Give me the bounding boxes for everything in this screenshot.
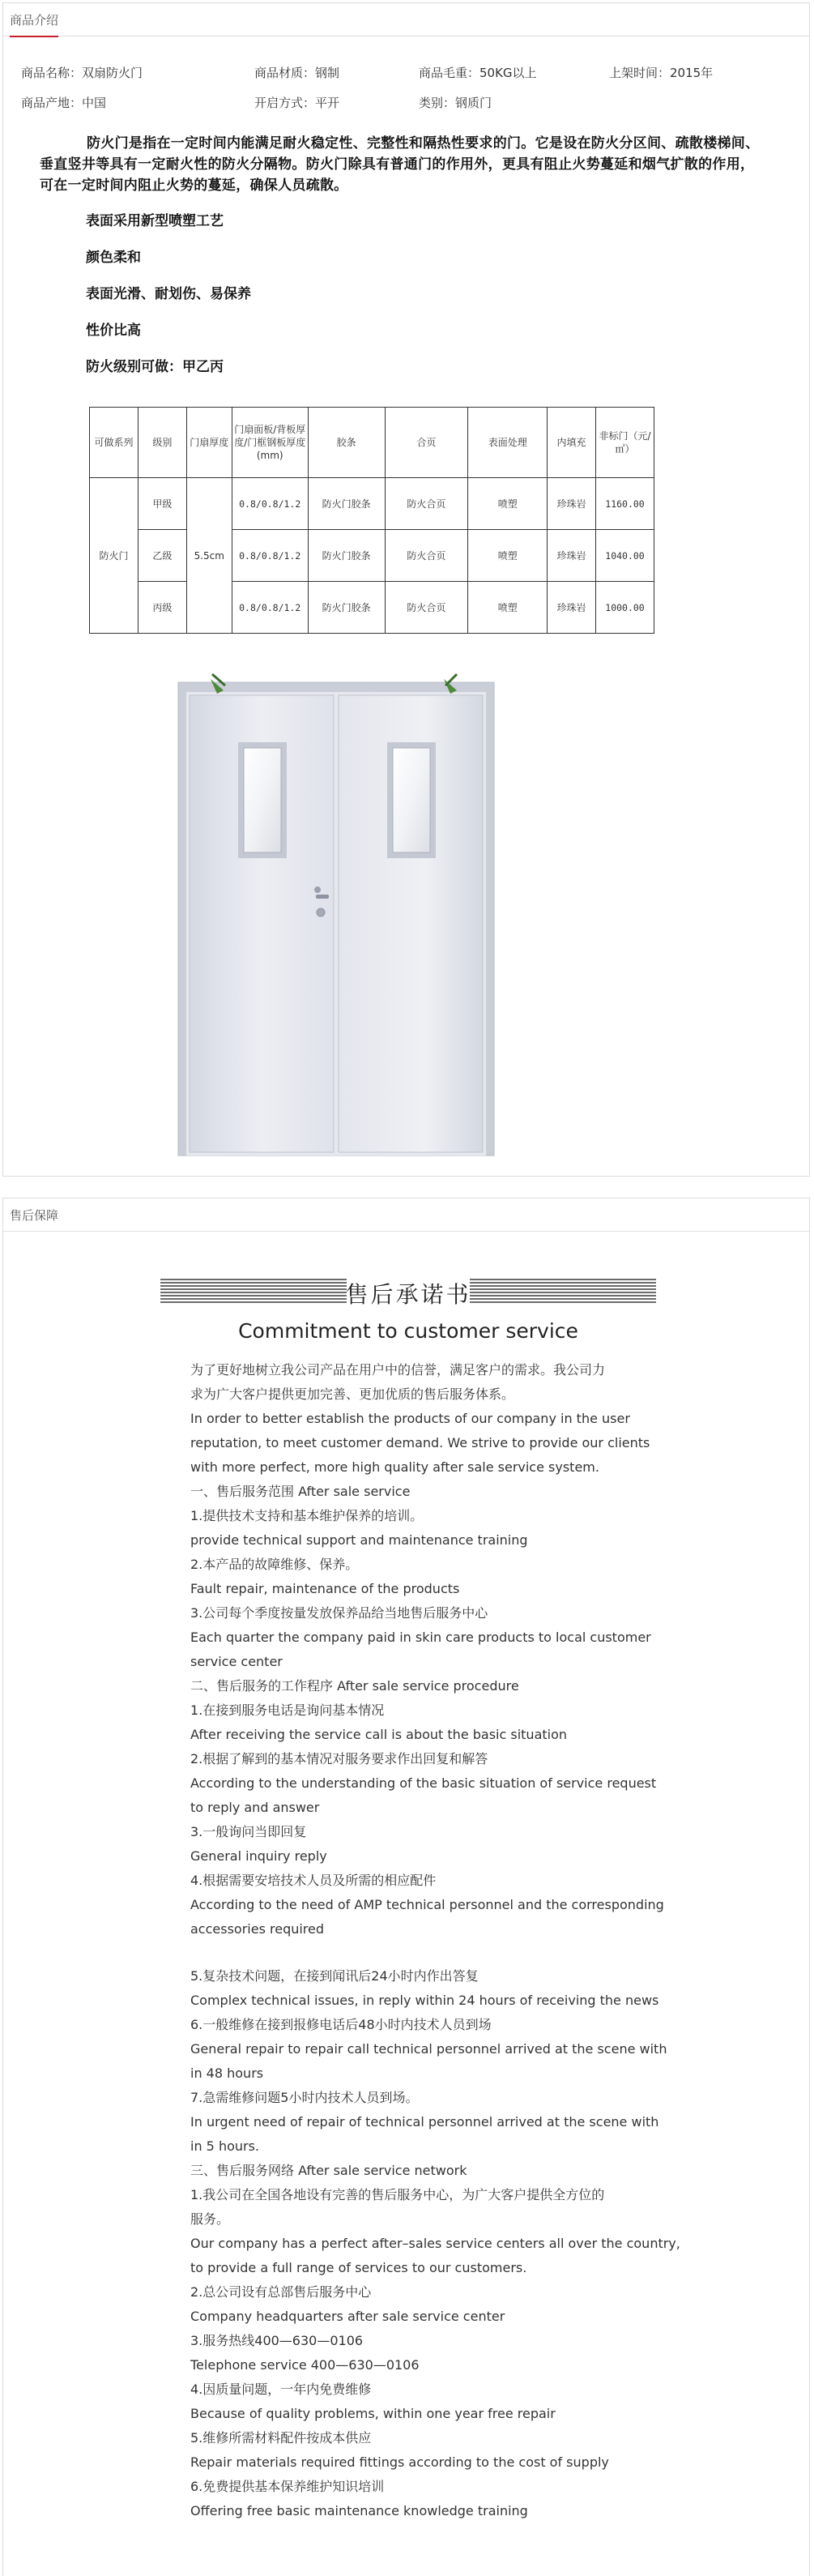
certificate-line: Company headquarters after sale service center [190,2309,505,2324]
certificate-line: 服务。 [190,2211,230,2227]
attr-weight: 商品毛重：50KG以上 [419,66,537,80]
spec-price: 1000.00 [596,582,654,634]
tab-product-intro[interactable]: 商品介绍 [10,11,58,37]
product-intro-tab-bar [3,3,809,36]
fire-door-image [177,668,499,1158]
spec-thickness: 5.5cm [186,478,232,634]
certificate-line: to reply and answer [190,1800,320,1815]
certificate-line: 3.公司每个季度按量发放保养品给当地售后服务中心 [190,1605,488,1621]
certificate-line: 6.免费提供基本保养维护知识培训 [190,2479,385,2494]
spec-header: 合页 [385,408,468,478]
certificate-line: 7.急需维修问题5小时内技术人员到场。 [190,2090,419,2105]
certificate-line: 2.本产品的故障维修、保养。 [190,1557,359,1572]
certificate-line: According to the need of AMP technical personnel and the corresponding [190,1897,664,1912]
spec-header: 门扇面板/背板厚度/门框钢板厚度(mm) [232,408,308,478]
spec-header: 可做系列 [90,408,139,478]
spec-price: 1040.00 [596,530,654,582]
certificate-line: Fault repair, maintenance of the products [190,1581,460,1596]
spec-hinge: 防火合页 [385,530,468,582]
certificate-line: 3.服务热线400—630—0106 [190,2333,364,2348]
certificate-line: in 48 hours [190,2065,264,2081]
certificate-line: 4.因质量问题，一年内免费维修 [190,2382,372,2397]
attr-material: 商品材质：钢制 [254,66,340,80]
certificate-line: In urgent need of repair of technical personnel arrived at the scene with [190,2114,659,2130]
feature-item: 颜色柔和 [86,250,141,266]
spec-seal: 防火门胶条 [308,530,385,582]
certificate-line: After receiving the service call is about the basic situation [190,1727,568,1742]
spec-surface: 喷塑 [468,582,548,634]
attr-listing-time: 上架时间：2015年 [609,66,714,80]
certificate-line: accessories required [190,1921,325,1937]
certificate-line: Offering free basic maintenance knowledge training [190,2503,528,2518]
certificate-line: 一、售后服务范围 After sale service [190,1484,411,1499]
certificate-line: Because of quality problems, within one year free repair [190,2406,556,2421]
product-intro-panel [2,2,810,1177]
spec-header: 内填充 [548,408,596,478]
certificate-line: 2.根据了解到的基本情况对服务要求作出回复和解答 [190,1751,488,1766]
attr-opening: 开启方式：平开 [254,96,340,110]
spec-price: 1160.00 [596,478,654,530]
certificate-line: 1.在接到服务电话是询问基本情况 [190,1702,385,1718]
certificate-line: 二、售后服务的工作程序 After sale service procedure [190,1678,519,1694]
certificate-subtitle: Commitment to customer service [238,1319,578,1343]
spec-header: 胶条 [308,408,385,478]
spec-header-row [90,408,654,478]
spec-hinge: 防火合页 [385,478,468,530]
certificate-line: 求为广大客户提供更加完善、更加优质的售后服务体系。 [190,1386,515,1402]
intro-paragraph: 防火门是指在一定时间内能满足耐火稳定性、完整性和隔热性要求的门。它是设在防火分区间、疏散楼梯间、垂直竖井等具有一定耐火性的防火分隔物。防火门除具有普通门的作用外，更具有阻止火势蔓延和烟气扩散的作用，可在一定时间内阻止火势的蔓延，确保人员疏散。 [40,135,760,194]
spec-surface: 喷塑 [468,530,548,582]
certificate-line: General repair to repair call technical personnel arrived at the scene with [190,2041,667,2057]
certificate-line: 4.根据需要安培技术人员及所需的相应配件 [190,1873,437,1888]
spec-series: 防火门 [90,478,139,634]
certificate-line: Our company has a perfect after–sales service centers all over the country, [190,2236,680,2251]
certificate-line: Telephone service 400—630—0106 [190,2357,420,2373]
feature-item: 表面光滑、耐划伤、易保养 [86,286,251,302]
certificate-line: with more perfect, more high quality after sale service system. [190,1459,599,1475]
spec-filling: 珍珠岩 [548,478,596,530]
spec-header: 级别 [138,408,186,478]
certificate-line: 6.一般维修在接到报修电话后48小时内技术人员到场 [190,2017,492,2032]
attr-name: 商品名称：双扇防火门 [21,66,143,80]
certificate-line: Repair materials required fittings according to the cost of supply [190,2454,609,2470]
certificate-banner [160,1274,656,1308]
certificate-line: 2.总公司设有总部售后服务中心 [190,2284,372,2300]
spec-header: 表面处理 [468,408,548,478]
spec-seal: 防火门胶条 [308,582,385,634]
spec-plate: 0.8/0.8/1.2 [232,478,308,530]
certificate-line: Each quarter the company paid in skin care products to local customer [190,1630,651,1645]
spec-filling: 珍珠岩 [548,582,596,634]
certificate-line: 1.提供技术支持和基本维护保养的培训。 [190,1508,424,1523]
feature-item: 防火级别可做：甲乙丙 [86,359,224,375]
certificate-line: reputation, to meet customer demand. We strive to provide our clients [190,1435,650,1450]
spec-table [89,407,654,634]
certificate-line: In order to better establish the products of our company in the user [190,1411,630,1426]
certificate-line: 1.我公司在全国各地设有完善的售后服务中心，为广大客户提供全方位的 [190,2187,605,2202]
feature-item: 表面采用新型喷塑工艺 [86,213,224,229]
service-certificate [148,1274,680,2570]
certificate-title: 售后承诺书 [345,1281,471,1308]
tab-after-sales[interactable]: 售后保障 [10,1208,59,1223]
certificate-line: in 5 hours. [190,2138,260,2154]
certificate-line: 为了更好地树立我公司产品在用户中的信誉，满足客户的需求。我公司力 [190,1362,606,1378]
spec-seal: 防火门胶条 [308,478,385,530]
attr-category: 类别：钢质门 [419,96,492,110]
certificate-gap [190,1942,644,1964]
spec-header: 门扇厚度 [186,408,232,478]
spec-filling: 珍珠岩 [548,530,596,582]
certificate-line: According to the understanding of the basic situation of service request [190,1775,657,1791]
certificate-line: 5.复杂技术问题，在接到闻讯后24小时内作出答复 [190,1968,479,1984]
spec-plate: 0.8/0.8/1.2 [232,582,308,634]
certificate-line: General inquiry reply [190,1848,327,1864]
feature-item: 性价比高 [86,323,141,339]
certificate-line: 三、售后服务网络 After sale service network [190,2163,467,2178]
certificate-line: 3.一般询问当即回复 [190,1824,307,1839]
table-row [90,530,654,582]
after-sales-tab-bar [3,1198,809,1232]
certificate-line: provide technical support and maintenance training [190,1532,528,1548]
certificate-line: service center [190,1654,283,1669]
spec-hinge: 防火合页 [385,582,468,634]
spec-level: 甲级 [138,478,186,530]
spec-plate: 0.8/0.8/1.2 [232,530,308,582]
table-row [90,582,654,634]
certificate-line: Complex technical issues, in reply within 24 hours of receiving the news [190,1993,659,2008]
certificate-line: 5.维修所需材料配件按成本供应 [190,2430,372,2446]
spec-surface: 喷塑 [468,478,548,530]
spec-level: 乙级 [138,530,186,582]
table-row [90,478,654,530]
spec-level: 丙级 [138,582,186,634]
attr-origin: 商品产地：中国 [21,96,107,110]
certificate-body [190,1358,680,2523]
certificate-line: to provide a full range of services to our customers. [190,2260,527,2275]
spec-header: 非标门（元/㎡） [596,408,654,478]
